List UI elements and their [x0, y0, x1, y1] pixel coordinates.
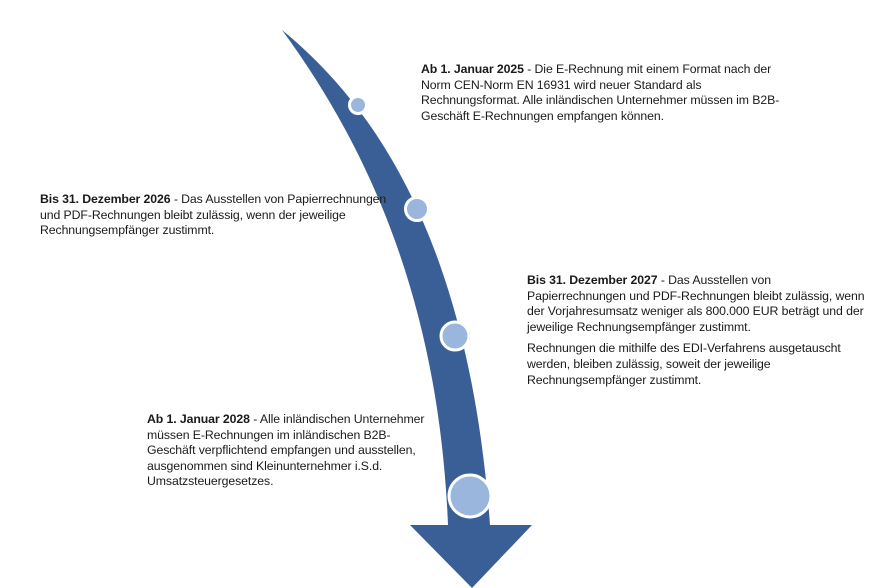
milestone-note-2026: Bis 31. Dezember 2026 - Das Ausstellen von Papierrechnungen und PDF-Rechnungen bleibt zulässig, wenn der jeweilige Rechnungsempfänger zustimmt.: [40, 192, 387, 238]
milestone-extra-text: Rechnungen die mithilfe des EDI-Verfahrens ausgetauscht werden, bleiben zulässig, soweit der jeweilige Rechnungsempfänger zustimmt.: [527, 341, 841, 387]
milestone-dot-2026: [406, 198, 429, 221]
milestone-note-2025: Ab 1. Januar 2025 - Die E-Rechnung mit einem Format nach der Norm CEN-Norm EN 16931 wird neuer Standard als Rechnungsformat. Alle inländischen Unternehmer müssen im B2B-Geschäft E-Rechnungen empfangen können.: [421, 62, 780, 123]
milestone-text: Das Ausstellen von Papierrechnungen und PDF-Rechnungen bleibt zulässig, wenn der jeweilige Rechnungsempfänger zustimmt.: [40, 192, 387, 238]
milestone-note-2028: Ab 1. Januar 2028 - Alle inländischen Unternehmer müssen E-Rechnungen im inländischen B2B-Geschäft verpflichtend empfangen und ausstellen, ausgenommen sind Kleinunternehmer i.S.d. Umsatzsteuergesetzes.: [147, 412, 425, 489]
milestone-text: Die E-Rechnung mit einem Format nach der Norm CEN-Norm EN 16931 wird neuer Standard als Rechnungsformat. Alle inländischen Unternehmer müssen im B2B-Geschäft E-Rechnungen empfangen können.: [421, 62, 780, 123]
milestone-text: Alle inländischen Unternehmer müssen E-Rechnungen im inländischen B2B-Geschäft verpflichtend empfangen und ausstellen, ausgenommen sind Kleinunternehmer i.S.d. Umsatzsteuergesetzes.: [147, 412, 425, 489]
milestone-date: Bis 31. Dezember 2027: [527, 273, 658, 287]
milestone-dot-2028: [449, 475, 491, 517]
milestone-date: Ab 1. Januar 2025: [421, 62, 524, 76]
milestone-date: Ab 1. Januar 2028: [147, 412, 250, 426]
milestone-note-2027: Bis 31. Dezember 2027 - Das Ausstellen von Papierrechnungen und PDF-Rechnungen bleibt zulässig, wenn der Vorjahresumsatz weniger als 800.000 EUR beträgt und der jeweilige Rechnungsempfänger zustimmt. Rechnungen die mithilfe des EDI-Verfahrens ausgetauscht werden, bleiben zulässig, soweit der jeweilige Rechnungsempfänger zustimmt.: [527, 273, 872, 388]
milestone-date: Bis 31. Dezember 2026: [40, 192, 171, 206]
milestone-dot-2027: [441, 322, 469, 350]
milestone-text: Das Ausstellen von Papierrechnungen und PDF-Rechnungen bleibt zulässig, wenn der Vorjahresumsatz weniger als 800.000 EUR beträgt und der jeweilige Rechnungsempfänger zustimmt.: [527, 273, 865, 334]
milestone-dot-2025: [350, 97, 367, 114]
